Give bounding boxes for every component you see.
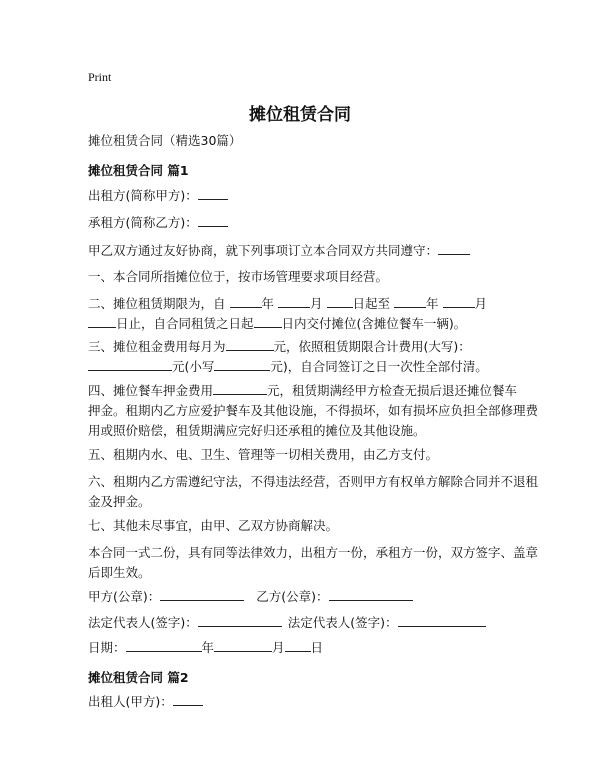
lessor-line [88, 185, 516, 206]
blank-field [329, 587, 413, 601]
clause-2-day-end: 日止，自合同租赁之日起 [116, 316, 254, 331]
clause-2-text: 二、摊位租赁期限为，自 [88, 296, 226, 311]
rep-b-label: 法定代表人(签字)： [287, 615, 398, 630]
clause-2-day-from: 日起至 [352, 296, 391, 311]
clause-1: 一、本合同所指摊位位于，按市场管理要求项目经营。 [88, 269, 389, 284]
blank-field [214, 638, 272, 652]
blank-field [327, 294, 353, 308]
copies-line-1: 本合同一式二份，具有同等法律效力，出租方一份，承租方一份，双方签字、盖章 [88, 545, 539, 560]
blank-field [230, 294, 262, 308]
date-line [88, 637, 516, 658]
blank-field [173, 692, 203, 706]
blank-field [214, 357, 270, 371]
doc-subtitle: 摊位租赁合同（精选30篇） [88, 133, 242, 148]
date-month: 月 [272, 640, 285, 655]
blank-field [226, 337, 274, 351]
clause-4-line-3: 用或照价赔偿，租赁期满应完好归还承租的摊位及其他设施。 [88, 423, 426, 438]
clause-3-text-2: 元，依照租赁期限合计费用(大写)： [273, 339, 471, 354]
blank-field [88, 314, 116, 328]
clause-4-line-1 [88, 380, 516, 401]
blank-field [198, 186, 228, 200]
clause-7: 七、其他未尽事宜，由甲、乙双方协商解决。 [88, 518, 339, 533]
blank-field [160, 587, 244, 601]
clause-3-text-4: 元)，自合同签订之日一次性全部付清。 [270, 359, 488, 374]
intro-text: 甲乙双方通过友好协商，就下列事项订立本合同双方共同遵守： [88, 243, 439, 258]
representative-line [88, 612, 516, 633]
blank-field [126, 638, 202, 652]
clause-2-line-2 [88, 313, 516, 334]
clause-2-year: 年 [261, 296, 275, 311]
rep-a-label: 法定代表人(签字)： [88, 615, 198, 630]
clause-4-text-2: 元，租赁期满经甲方检查无损后退还摊位餐车 [267, 383, 518, 398]
clause-4-text: 四、摊位餐车押金费用 [88, 383, 214, 398]
clause-4-line-2: 押金。租期内乙方应爱护餐车及其他设施，不得损坏，如有损坏应负担全部修理费 [88, 403, 539, 418]
blank-field [285, 638, 311, 652]
blank-field [278, 294, 310, 308]
clause-2-year-2: 年 [426, 296, 439, 311]
copies-line-2: 后即生效。 [88, 565, 151, 580]
lessee-label: 承租方(简称乙方)： [88, 215, 198, 230]
clause-6-line-1: 六、租期内乙方需遵纪守法，不得违法经营，否则甲方有权单方解除合同并不退租 [88, 474, 539, 489]
lessor-2-label: 出租人(甲方)： [88, 694, 173, 709]
blank-field [438, 241, 470, 255]
clause-6-line-2: 金及押金。 [88, 494, 151, 509]
blank-field [198, 213, 228, 227]
clause-2-tail: 日内交付摊位(含摊位餐车一辆)。 [281, 316, 467, 331]
page-title: 摊位租赁合同 [249, 105, 351, 125]
party-a-seal-label: 甲方(公章)： [88, 589, 161, 604]
blank-field [443, 294, 475, 308]
clause-2-month-2: 月 [474, 296, 488, 311]
clause-3-text-3: 元(小写 [172, 359, 215, 374]
clause-2-line-1 [88, 293, 516, 314]
intro-line [88, 240, 516, 261]
lessor-2-line [88, 691, 516, 712]
seal-line [88, 586, 516, 607]
blank-field [394, 294, 426, 308]
date-day: 日 [310, 640, 324, 655]
clause-5: 五、租期内水、电、卫生、管理等一切相关费用，由乙方支付。 [88, 447, 439, 462]
clause-2-month: 月 [310, 296, 323, 311]
blank-field [88, 357, 172, 371]
clause-3-line-1 [88, 336, 516, 357]
section-heading-1: 摊位租赁合同 篇1 [88, 163, 189, 178]
blank-field [213, 381, 267, 395]
party-b-seal-label: 乙方(公章)： [256, 589, 329, 604]
section-heading-2: 摊位租赁合同 篇2 [88, 670, 189, 685]
blank-field [198, 613, 282, 627]
date-label: 日期： [88, 640, 126, 655]
lessee-line [88, 212, 516, 233]
date-year: 年 [201, 640, 215, 655]
blank-field [398, 613, 486, 627]
clause-3-line-2 [88, 356, 516, 377]
blank-field [254, 314, 282, 328]
lessor-label: 出租方(简称甲方)： [88, 188, 198, 203]
clause-3-text: 三、摊位租金费用每月为 [88, 339, 226, 354]
print-link[interactable]: Print [88, 70, 112, 84]
